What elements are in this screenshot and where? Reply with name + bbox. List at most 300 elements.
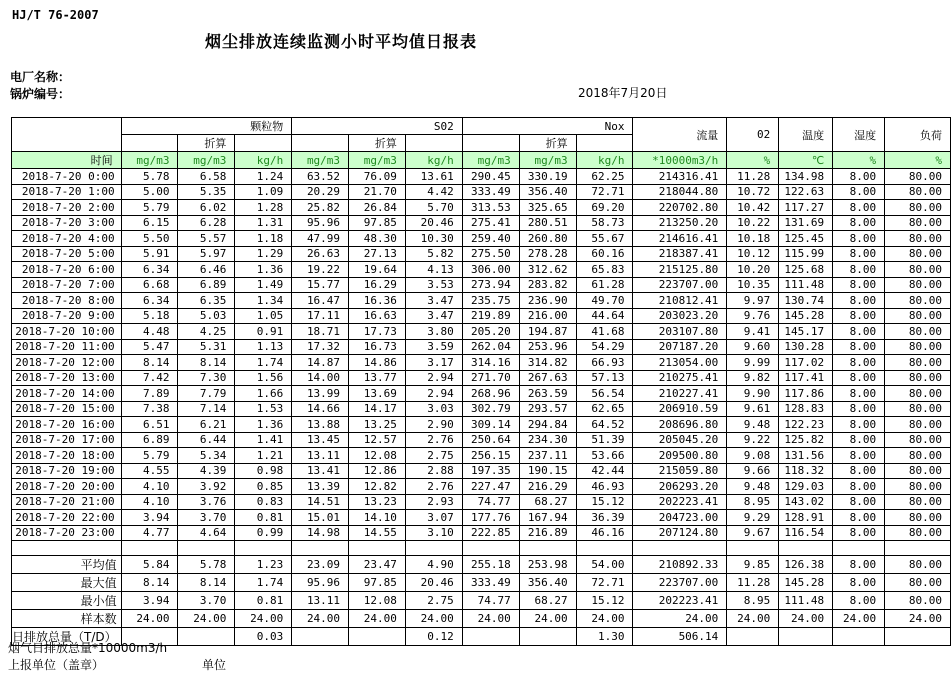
value-cell: 61.28 — [576, 277, 633, 293]
summary-value-cell: 2.75 — [405, 591, 462, 609]
value-cell: 80.00 — [885, 355, 951, 371]
value-cell: 3.10 — [405, 525, 462, 541]
value-cell: 216.00 — [519, 308, 576, 324]
summary-value-cell — [519, 627, 576, 645]
value-cell: 4.39 — [178, 463, 235, 479]
value-cell: 227.47 — [462, 479, 519, 495]
value-cell: 278.28 — [519, 246, 576, 262]
summary-value-cell: 24.00 — [519, 609, 576, 627]
time-cell: 2018-7-20 3:00 — [12, 215, 122, 231]
value-cell: 128.83 — [779, 401, 833, 417]
value-cell: 14.66 — [292, 401, 349, 417]
value-cell: 131.69 — [779, 215, 833, 231]
summary-value-cell: 24.00 — [405, 609, 462, 627]
value-cell: 9.60 — [727, 339, 779, 355]
value-cell: 6.51 — [121, 417, 178, 433]
value-cell: 9.76 — [727, 308, 779, 324]
value-cell: 9.61 — [727, 401, 779, 417]
value-cell: 219.89 — [462, 308, 519, 324]
summary-value-cell — [727, 627, 779, 645]
value-cell: 145.17 — [779, 324, 833, 340]
summary-value-cell: 9.85 — [727, 555, 779, 573]
empty-cell — [235, 541, 292, 556]
value-cell: 118.32 — [779, 463, 833, 479]
summary-value-cell: 126.38 — [779, 555, 833, 573]
value-cell: 80.00 — [885, 386, 951, 402]
value-cell: 10.22 — [727, 215, 779, 231]
table-row — [12, 262, 951, 278]
value-cell: 1.09 — [235, 184, 292, 200]
unit-so2-mgm3: mg/m3 — [292, 152, 349, 169]
summary-row — [12, 609, 951, 627]
summary-value-cell: 24.00 — [779, 609, 833, 627]
value-cell: 330.19 — [519, 169, 576, 185]
value-cell: 8.00 — [833, 463, 885, 479]
value-cell: 111.48 — [779, 277, 833, 293]
value-cell: 56.54 — [576, 386, 633, 402]
time-cell: 2018-7-20 12:00 — [12, 355, 122, 371]
value-cell: 5.78 — [121, 169, 178, 185]
value-cell: 16.29 — [349, 277, 406, 293]
value-cell: 4.10 — [121, 479, 178, 495]
value-cell: 125.68 — [779, 262, 833, 278]
value-cell: 15.77 — [292, 277, 349, 293]
summary-value-cell: 210892.33 — [633, 555, 727, 573]
value-cell: 7.14 — [178, 401, 235, 417]
value-cell: 215125.80 — [633, 262, 727, 278]
summary-row — [12, 573, 951, 591]
value-cell: 63.52 — [292, 169, 349, 185]
value-cell: 49.70 — [576, 293, 633, 309]
time-cell: 2018-7-20 18:00 — [12, 448, 122, 464]
unit-so2-conv-mgm3: mg/m3 — [349, 152, 406, 169]
unit-so2-kgh: kg/h — [405, 152, 462, 169]
summary-value-cell: 15.12 — [576, 591, 633, 609]
table-row — [12, 355, 951, 371]
unit-humidity: % — [833, 152, 885, 169]
value-cell: 42.44 — [576, 463, 633, 479]
value-cell: 4.42 — [405, 184, 462, 200]
report-unit-label: 上报单位（盖章） — [8, 658, 105, 672]
value-cell: 9.22 — [727, 432, 779, 448]
time-cell: 2018-7-20 17:00 — [12, 432, 122, 448]
group-so2-header: S02 — [292, 118, 463, 135]
value-cell: 5.70 — [405, 200, 462, 216]
value-cell: 294.84 — [519, 417, 576, 433]
flue-gas-total-label: 烟气日排放总量*10000m3/h — [8, 641, 168, 655]
value-cell: 262.04 — [462, 339, 519, 355]
table-row — [12, 432, 951, 448]
value-cell: 4.48 — [121, 324, 178, 340]
value-cell: 95.96 — [292, 215, 349, 231]
unit-label: 单位 — [202, 658, 227, 672]
summary-value-cell — [833, 627, 885, 645]
value-cell: 9.66 — [727, 463, 779, 479]
header-group-row — [12, 118, 951, 135]
value-cell: 8.00 — [833, 308, 885, 324]
value-cell: 5.47 — [121, 339, 178, 355]
summary-value-cell: 11.28 — [727, 573, 779, 591]
summary-value-cell: 1.23 — [235, 555, 292, 573]
humidity-header: 湿度 — [833, 118, 885, 152]
value-cell: 117.27 — [779, 200, 833, 216]
value-cell: 117.41 — [779, 370, 833, 386]
value-cell: 6.35 — [178, 293, 235, 309]
value-cell: 177.76 — [462, 510, 519, 526]
value-cell: 122.23 — [779, 417, 833, 433]
value-cell: 1.18 — [235, 231, 292, 247]
time-cell: 2018-7-20 21:00 — [12, 494, 122, 510]
value-cell: 131.56 — [779, 448, 833, 464]
unit-nox-mgm3: mg/m3 — [462, 152, 519, 169]
value-cell: 1.28 — [235, 200, 292, 216]
value-cell: 65.83 — [576, 262, 633, 278]
flow-header: 流量 — [633, 118, 727, 152]
value-cell: 283.82 — [519, 277, 576, 293]
value-cell: 13.39 — [292, 479, 349, 495]
value-cell: 80.00 — [885, 432, 951, 448]
summary-value-cell: 8.00 — [833, 591, 885, 609]
unit-temperature: ℃ — [779, 152, 833, 169]
value-cell: 7.38 — [121, 401, 178, 417]
summary-value-cell: 23.47 — [349, 555, 406, 573]
value-cell: 271.70 — [462, 370, 519, 386]
value-cell: 253.96 — [519, 339, 576, 355]
summary-value-cell: 12.08 — [349, 591, 406, 609]
summary-row — [12, 555, 951, 573]
value-cell: 8.00 — [833, 386, 885, 402]
value-cell: 9.90 — [727, 386, 779, 402]
value-cell: 19.22 — [292, 262, 349, 278]
summary-value-cell — [885, 627, 951, 645]
value-cell: 210812.41 — [633, 293, 727, 309]
value-cell: 8.00 — [833, 339, 885, 355]
summary-value-cell: 255.18 — [462, 555, 519, 573]
converted-label-so2: 折算 — [349, 135, 406, 152]
value-cell: 9.82 — [727, 370, 779, 386]
value-cell: 10.42 — [727, 200, 779, 216]
value-cell: 16.36 — [349, 293, 406, 309]
value-cell: 7.79 — [178, 386, 235, 402]
value-cell: 215059.80 — [633, 463, 727, 479]
empty-cell — [885, 541, 951, 556]
value-cell: 218387.41 — [633, 246, 727, 262]
value-cell: 26.63 — [292, 246, 349, 262]
value-cell: 314.16 — [462, 355, 519, 371]
value-cell: 26.84 — [349, 200, 406, 216]
hourly-report-table — [11, 117, 951, 646]
value-cell: 80.00 — [885, 277, 951, 293]
value-cell: 273.94 — [462, 277, 519, 293]
value-cell: 80.00 — [885, 525, 951, 541]
table-row — [12, 200, 951, 216]
value-cell: 129.03 — [779, 479, 833, 495]
value-cell: 122.63 — [779, 184, 833, 200]
value-cell: 8.00 — [833, 200, 885, 216]
value-cell: 125.45 — [779, 231, 833, 247]
value-cell: 9.99 — [727, 355, 779, 371]
value-cell: 62.65 — [576, 401, 633, 417]
summary-value-cell: 8.14 — [178, 573, 235, 591]
table-row — [12, 463, 951, 479]
summary-value-cell: 24.00 — [178, 609, 235, 627]
value-cell: 2.93 — [405, 494, 462, 510]
summary-value-cell: 54.00 — [576, 555, 633, 573]
value-cell: 80.00 — [885, 324, 951, 340]
value-cell: 46.16 — [576, 525, 633, 541]
value-cell: 306.00 — [462, 262, 519, 278]
value-cell: 275.41 — [462, 215, 519, 231]
summary-value-cell: 253.98 — [519, 555, 576, 573]
value-cell: 9.48 — [727, 417, 779, 433]
value-cell: 10.18 — [727, 231, 779, 247]
value-cell: 5.79 — [121, 200, 178, 216]
value-cell: 5.34 — [178, 448, 235, 464]
value-cell: 10.20 — [727, 262, 779, 278]
temperature-header: 温度 — [779, 118, 833, 152]
value-cell: 80.00 — [885, 200, 951, 216]
value-cell: 223707.00 — [633, 277, 727, 293]
summary-value-cell: 23.09 — [292, 555, 349, 573]
value-cell: 207187.20 — [633, 339, 727, 355]
summary-value-cell: 97.85 — [349, 573, 406, 591]
value-cell: 19.64 — [349, 262, 406, 278]
summary-value-cell: 24.00 — [235, 609, 292, 627]
summary-label-cell: 最大值 — [12, 573, 122, 591]
table-row — [12, 308, 951, 324]
value-cell: 20.46 — [405, 215, 462, 231]
value-cell: 5.79 — [121, 448, 178, 464]
value-cell: 1.24 — [235, 169, 292, 185]
value-cell: 259.40 — [462, 231, 519, 247]
value-cell: 260.80 — [519, 231, 576, 247]
value-cell: 0.91 — [235, 324, 292, 340]
time-cell: 2018-7-20 16:00 — [12, 417, 122, 433]
value-cell: 8.00 — [833, 355, 885, 371]
summary-value-cell: 24.00 — [576, 609, 633, 627]
time-cell: 2018-7-20 6:00 — [12, 262, 122, 278]
value-cell: 202223.41 — [633, 494, 727, 510]
value-cell: 8.00 — [833, 231, 885, 247]
value-cell: 16.73 — [349, 339, 406, 355]
empty-cell — [178, 541, 235, 556]
value-cell: 68.27 — [519, 494, 576, 510]
summary-value-cell: 333.49 — [462, 573, 519, 591]
value-cell: 0.98 — [235, 463, 292, 479]
empty-cell — [519, 541, 576, 556]
value-cell: 46.93 — [576, 479, 633, 495]
value-cell: 0.83 — [235, 494, 292, 510]
unit-load: % — [885, 152, 951, 169]
value-cell: 12.57 — [349, 432, 406, 448]
value-cell: 58.73 — [576, 215, 633, 231]
summary-label-cell: 平均值 — [12, 555, 122, 573]
value-cell: 80.00 — [885, 246, 951, 262]
value-cell: 10.30 — [405, 231, 462, 247]
value-cell: 8.00 — [833, 479, 885, 495]
time-cell: 2018-7-20 8:00 — [12, 293, 122, 309]
value-cell: 143.02 — [779, 494, 833, 510]
summary-value-cell: 506.14 — [633, 627, 727, 645]
value-cell: 51.39 — [576, 432, 633, 448]
value-cell: 117.86 — [779, 386, 833, 402]
value-cell: 3.76 — [178, 494, 235, 510]
summary-value-cell: 8.14 — [121, 573, 178, 591]
value-cell: 213250.20 — [633, 215, 727, 231]
value-cell: 9.48 — [727, 479, 779, 495]
value-cell: 5.00 — [121, 184, 178, 200]
value-cell: 80.00 — [885, 510, 951, 526]
summary-row — [12, 591, 951, 609]
value-cell: 27.13 — [349, 246, 406, 262]
value-cell: 14.17 — [349, 401, 406, 417]
value-cell: 216.89 — [519, 525, 576, 541]
value-cell: 312.62 — [519, 262, 576, 278]
value-cell: 53.66 — [576, 448, 633, 464]
summary-value-cell: 202223.41 — [633, 591, 727, 609]
value-cell: 14.87 — [292, 355, 349, 371]
value-cell: 115.99 — [779, 246, 833, 262]
value-cell: 57.13 — [576, 370, 633, 386]
value-cell: 1.56 — [235, 370, 292, 386]
value-cell: 6.46 — [178, 262, 235, 278]
value-cell: 13.25 — [349, 417, 406, 433]
value-cell: 313.53 — [462, 200, 519, 216]
value-cell: 8.14 — [178, 355, 235, 371]
value-cell: 36.39 — [576, 510, 633, 526]
value-cell: 6.89 — [178, 277, 235, 293]
unit-o2: % — [727, 152, 779, 169]
value-cell: 3.07 — [405, 510, 462, 526]
summary-value-cell: 68.27 — [519, 591, 576, 609]
value-cell: 10.72 — [727, 184, 779, 200]
summary-value-cell: 80.00 — [885, 555, 951, 573]
unit-nox-conv-mgm3: mg/m3 — [519, 152, 576, 169]
value-cell: 14.55 — [349, 525, 406, 541]
value-cell: 25.82 — [292, 200, 349, 216]
summary-value-cell: 24.00 — [727, 609, 779, 627]
value-cell: 197.35 — [462, 463, 519, 479]
value-cell: 1.53 — [235, 401, 292, 417]
value-cell: 267.63 — [519, 370, 576, 386]
value-cell: 214316.41 — [633, 169, 727, 185]
page-title: 烟尘排放连续监测小时平均值日报表 — [205, 32, 478, 51]
value-cell: 356.40 — [519, 184, 576, 200]
value-cell: 7.30 — [178, 370, 235, 386]
value-cell: 80.00 — [885, 262, 951, 278]
value-cell: 4.55 — [121, 463, 178, 479]
value-cell: 10.12 — [727, 246, 779, 262]
time-cell: 2018-7-20 9:00 — [12, 308, 122, 324]
time-cell: 2018-7-20 15:00 — [12, 401, 122, 417]
value-cell: 5.35 — [178, 184, 235, 200]
value-cell: 6.34 — [121, 293, 178, 309]
value-cell: 9.97 — [727, 293, 779, 309]
unit-pm-mgm3: mg/m3 — [121, 152, 178, 169]
value-cell: 14.00 — [292, 370, 349, 386]
value-cell: 12.86 — [349, 463, 406, 479]
group-particulate-header: 颗粒物 — [121, 118, 292, 135]
summary-label-cell: 样本数 — [12, 609, 122, 627]
value-cell: 0.85 — [235, 479, 292, 495]
summary-value-cell: 1.30 — [576, 627, 633, 645]
value-cell: 3.80 — [405, 324, 462, 340]
time-cell: 2018-7-20 7:00 — [12, 277, 122, 293]
empty-cell — [833, 541, 885, 556]
value-cell: 13.61 — [405, 169, 462, 185]
time-column-head — [12, 118, 122, 152]
o2-header: 02 — [727, 118, 779, 152]
summary-value-cell: 24.00 — [633, 609, 727, 627]
value-cell: 1.49 — [235, 277, 292, 293]
summary-value-cell: 223707.00 — [633, 573, 727, 591]
value-cell: 13.23 — [349, 494, 406, 510]
value-cell: 14.86 — [349, 355, 406, 371]
converted-label-nox: 折算 — [519, 135, 576, 152]
value-cell: 80.00 — [885, 231, 951, 247]
value-cell: 2.94 — [405, 386, 462, 402]
value-cell: 8.00 — [833, 510, 885, 526]
time-cell: 2018-7-20 4:00 — [12, 231, 122, 247]
value-cell: 293.57 — [519, 401, 576, 417]
summary-body — [12, 541, 951, 646]
value-cell: 8.14 — [121, 355, 178, 371]
value-cell: 203023.20 — [633, 308, 727, 324]
report-date: 2018年7月20日 — [578, 86, 668, 100]
table-body — [12, 169, 951, 541]
summary-value-cell: 95.96 — [292, 573, 349, 591]
table-row — [12, 370, 951, 386]
table-row — [12, 169, 951, 185]
time-header: 时间 — [12, 152, 122, 169]
value-cell: 250.64 — [462, 432, 519, 448]
summary-value-cell: 3.70 — [178, 591, 235, 609]
unit-nox-kgh: kg/h — [576, 152, 633, 169]
time-cell: 2018-7-20 14:00 — [12, 386, 122, 402]
table-row — [12, 339, 951, 355]
value-cell: 9.41 — [727, 324, 779, 340]
value-cell: 6.15 — [121, 215, 178, 231]
value-cell: 80.00 — [885, 215, 951, 231]
value-cell: 235.75 — [462, 293, 519, 309]
value-cell: 4.77 — [121, 525, 178, 541]
unit-pm-conv-mgm3: mg/m3 — [178, 152, 235, 169]
summary-label-cell: 最小值 — [12, 591, 122, 609]
value-cell: 80.00 — [885, 308, 951, 324]
value-cell: 2.76 — [405, 479, 462, 495]
value-cell: 290.45 — [462, 169, 519, 185]
value-cell: 207124.80 — [633, 525, 727, 541]
value-cell: 80.00 — [885, 184, 951, 200]
value-cell: 5.91 — [121, 246, 178, 262]
value-cell: 80.00 — [885, 339, 951, 355]
value-cell: 5.50 — [121, 231, 178, 247]
table-row — [12, 494, 951, 510]
summary-value-cell: 4.90 — [405, 555, 462, 573]
value-cell: 5.03 — [178, 308, 235, 324]
value-cell: 16.47 — [292, 293, 349, 309]
value-cell: 8.00 — [833, 448, 885, 464]
time-cell: 2018-7-20 2:00 — [12, 200, 122, 216]
value-cell: 18.71 — [292, 324, 349, 340]
value-cell: 8.00 — [833, 169, 885, 185]
value-cell: 263.59 — [519, 386, 576, 402]
table-row — [12, 510, 951, 526]
table-row — [12, 277, 951, 293]
value-cell: 3.53 — [405, 277, 462, 293]
value-cell: 8.95 — [727, 494, 779, 510]
value-cell: 8.00 — [833, 494, 885, 510]
